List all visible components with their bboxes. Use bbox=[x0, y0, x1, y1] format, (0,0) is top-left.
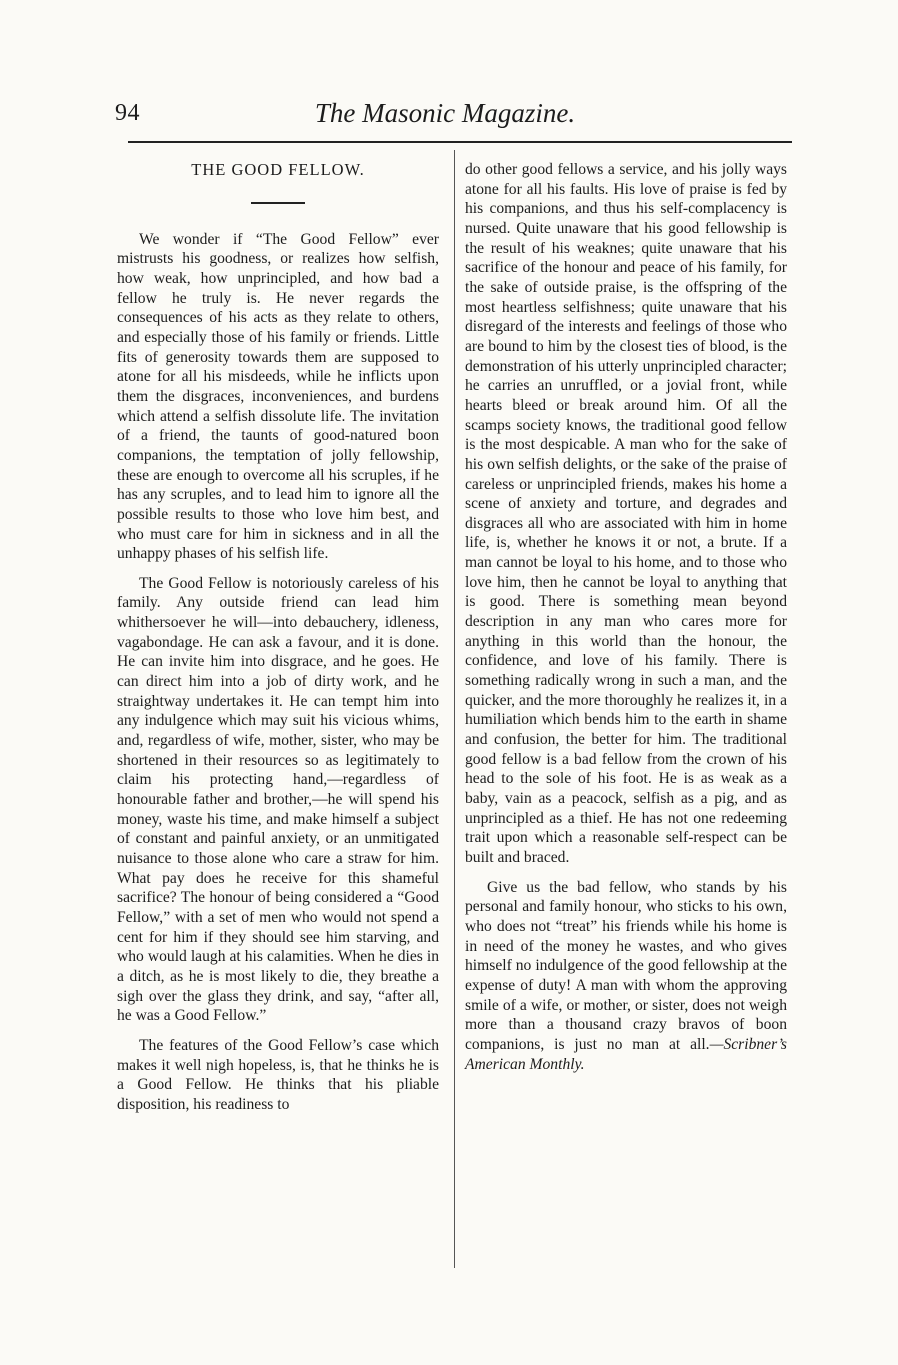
header-rule bbox=[128, 141, 792, 143]
title-rule bbox=[251, 202, 305, 204]
paragraph-text: Give us the bad fellow, who stands by his personal and family honour, who sticks to his own, who does not “treat” his friends while his home is in need of the money he wastes, and who gives himself no indulgence of the good fellowship at the expense of duty! A man with whom the approving smile of a wife, or mother, or sister, does not weigh more than a thousand crazy bravos of boon companions, is just no man at all. bbox=[465, 878, 787, 1053]
running-head: The Masonic Magazine. bbox=[314, 98, 576, 128]
page-number: 94 bbox=[115, 100, 140, 126]
article-title: THE GOOD FELLOW. bbox=[191, 160, 365, 179]
paragraph-continuation: do other good fellows a service, and his jolly ways atone for all his faults. His love of praise is fed by his companions, and thus his self-complacency is nursed. Quite unaware that his good fellowship is the result of his weaknes; quite unaware that his sacrifice of the honour and peace of his family, for the sake of outside praise, is the offspring of the most heartless selfishness; quite unaware that his disregard of the interests and feelings of those who are bound to him by the closest ties of blood, is the demonstration of his utterly unprincipled character; he carries an unruffled, or a jovial front, while hearts bleed or break around him. Of all the scamps society knows, the traditional good fellow is the most despicable. A man who for the sake of his own selfish delights, or the sake of the praise of careless or unprincipled friends, makes his home a scene of anxiety and torture, and degrades and disgraces all who are associated with him in home life, is, whether he knows it or not, a brute. If a man cannot be loyal to his home, and to those who love him, then he cannot be loyal to anything that is good. There is something mean beyond description in any man who cares more for anything in this world than the honour, the confidence, and love of his family. There is something radically wrong in such a man, and the quicker, and the more thoroughly he realizes it, in a humiliation which bends him to the earth in shame and confusion, the better for him. The traditional good fellow is a bad fellow from the crown of his head to the sole of his foot. He is as weak as a baby, vain as a peacock, selfish as a pig, and as unprincipled as a thief. He has not one redeeming trait upon which a reasonable self-respect can be built and braced. bbox=[465, 161, 787, 866]
citation: —Scribner’s American Monthly. bbox=[465, 1035, 787, 1073]
paragraph: The Good Fellow is notoriously careless of his family. Any outside friend can lead him whithersoever he will—into debauchery, idleness, vagabondage. He can ask a favour, and it is done. He can invite him into disgrace, and he goes. He can direct him into a job of dirty work, and he straightway undertakes it. He can tempt him into any indulgence which may suit his vicious whims, and, regardless of wife, mother, sister, who may be shortened in their resources so as legitimately to claim his protecting hand,—regardless of honourable father and brother,—he will spend his money, waste his time, and make himself a subject of constant and painful anxiety, or an unmitigated nuisance to those alone who care a straw for him. What pay does he receive for this shameful sacrifice? The honour of being considered a “Good Fellow,” with a set of men who would not spend a cent for him if they should see him starving, and who would laugh at his calamities. When he dies in a ditch, as he is most likely to die, they breathe a sigh over the glass they drink, and say, “after all, he was a Good Fellow.” bbox=[117, 574, 439, 1025]
paragraph: We wonder if “The Good Fellow” ever mistrusts his goodness, or realizes how selfish, how weak, how unprincipled, and how bad a fellow he truly is. He never regards the consequences of his acts as they relate to others, and especially those of his family or friends. Little fits of generosity towards them are supposed to atone for all his misdeeds, while he inflicts upon them the disgraces, inconveniences, and burdens which attend a selfish dissolute life. The invitation of a friend, the taunts of good-natured boon companions, the temptation of jolly fellowship, these are enough to overcome all his scruples, if he has any scruples, and to lead him to ignore all the possible results to those who love him best, and who must care for him in sickness and in all the unhappy phases of his selfish life. bbox=[117, 230, 439, 563]
paragraph bbox=[465, 878, 787, 1075]
paragraph: The features of the Good Fellow’s case which makes it well nigh hopeless, is, that he thinks he is a Good Fellow. He thinks that his pliable disposition, his readiness to bbox=[117, 1036, 439, 1113]
column-rule bbox=[454, 150, 455, 1268]
left-column bbox=[117, 160, 439, 1115]
right-column bbox=[465, 160, 787, 1074]
